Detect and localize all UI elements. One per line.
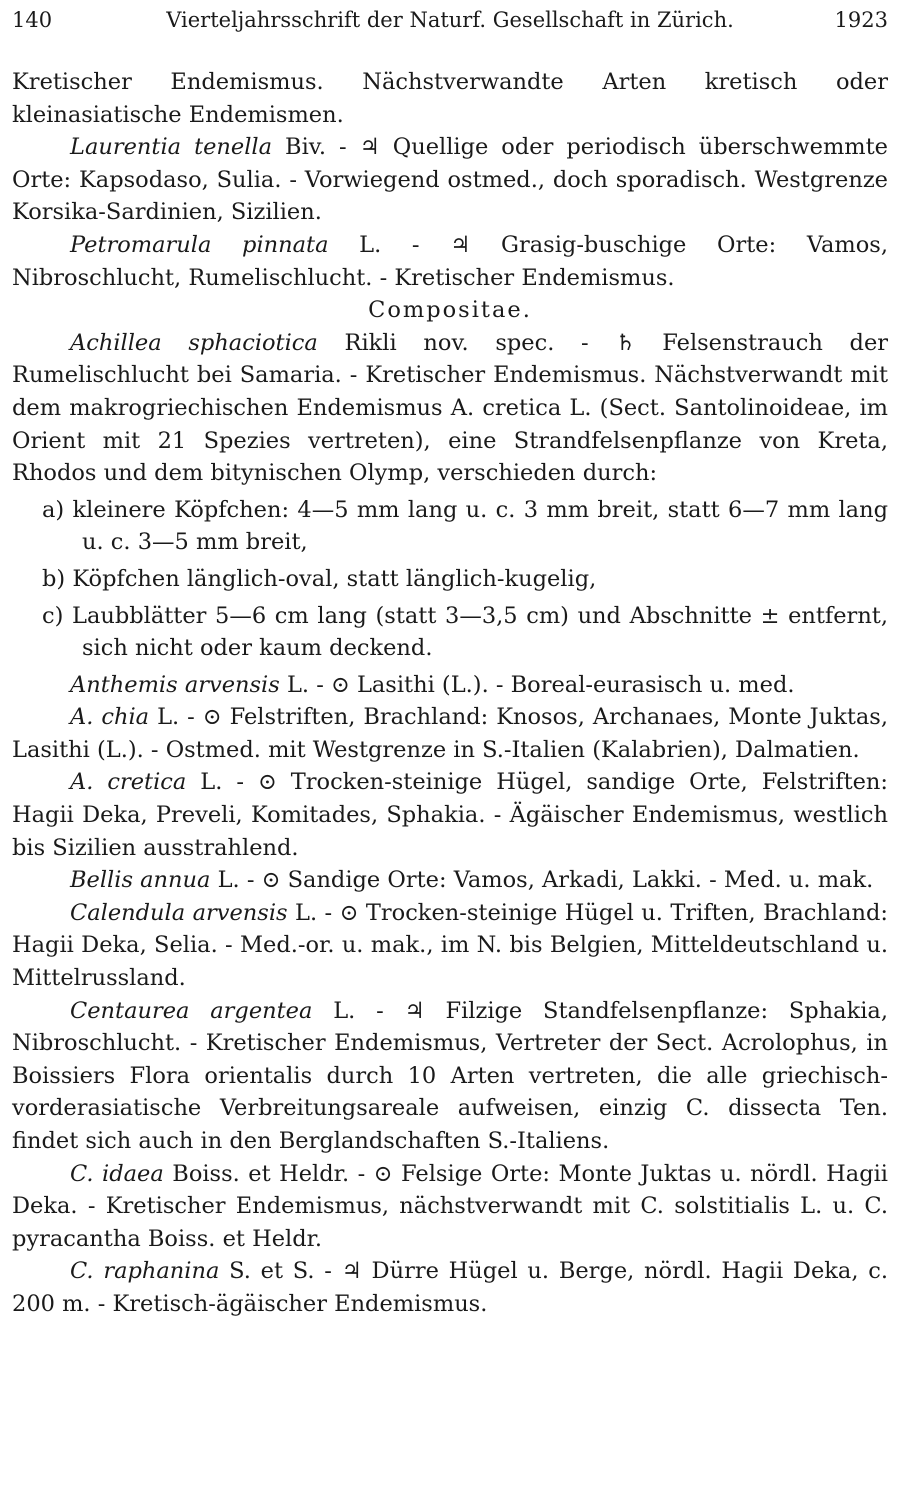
species-text: Rikli nov. spec. - ♄ Felsenstrauch der Rumelischlucht bei Samaria. - Kretischer Endemismus. Nächstverwandt mit dem makrogriechischen Endemismus A. cretica L. (Sect. Santolinoideae, im Orient mit 21 Spezies vertreten), eine Strandfelsenpflanze von Kreta, Rhodos und dem bitynischen Olymp, verschieden durch:	[12, 329, 889, 487]
species-name: Centaurea argentea	[70, 997, 313, 1024]
species-entry	[12, 1255, 888, 1320]
species-text: Biv. - ♃ Quellige oder periodisch überschwemmte Orte: Kapsodaso, Sulia. - Vorwiegend ostmed., doch sporadisch. Westgrenze Korsika-Sardinien, Sizilien.	[12, 134, 888, 226]
section-heading: Compositae.	[368, 297, 532, 324]
species-text: L. - ♃ Filzige Standfelsenpflanze: Sphakia, Nibroschlucht. - Kretischer Endemismus, Vertreter der Sect. Acrolophus, in Boissiers Flora orientalis durch 10 Arten vertreten, die alle griechisch-vorderasiatische Verbreitungsareale aufweisen, einzig C. dissecta Ten. findet sich auch in den Berglandschaften S.-Italiens.	[12, 997, 888, 1154]
species-entry	[12, 995, 888, 1158]
species-text: L. - ♃ Grasig-buschige Orte: Vamos, Nibroschlucht, Rumelischlucht. - Kretischer Endemismus.	[12, 231, 889, 291]
list-item: c) Laubblätter 5—6 cm lang (statt 3—3,5 cm) und Abschnitte ± entfernt, sich nicht oder kaum deckend.	[42, 602, 888, 662]
species-name: C. idaea	[70, 1160, 164, 1187]
species-name: Laurentia tenella	[70, 134, 273, 161]
species-entry	[12, 327, 888, 490]
page-body	[12, 66, 888, 1321]
species-name: Bellis annua	[70, 867, 211, 894]
species-name: A. cretica	[70, 769, 187, 796]
species-entry	[12, 1158, 888, 1256]
species-entry	[12, 864, 888, 897]
species-name: Petromarula pinnata	[70, 231, 329, 258]
species-name: Calendula arvensis	[70, 899, 288, 926]
page-number: 140	[12, 8, 53, 32]
species-name: C. raphanina	[70, 1258, 220, 1285]
species-entry	[12, 897, 888, 995]
year: 1923	[834, 8, 888, 32]
species-text: S. et S. - ♃ Dürre Hügel u. Berge, nördl. Hagii Deka, c. 200 m. - Kretisch-ägäischer Endemismus.	[12, 1258, 888, 1317]
journal-title: Vierteljahrsschrift der Naturf. Gesellschaft in Zürich.	[166, 8, 734, 32]
list-item: a) kleinere Köpfchen: 4—5 mm lang u. c. 3 mm breit, statt 6—7 mm lang u. c. 3—5 mm breit,	[42, 496, 888, 556]
list-item: b) Köpfchen länglich-oval, statt länglich-kugelig,	[42, 565, 597, 592]
species-entry	[12, 766, 888, 864]
running-header	[12, 6, 888, 34]
species-name: A. chia	[70, 704, 150, 731]
species-text: L. - ⊙ Trocken-steinige Hügel u. Triften, Brachland: Hagii Deka, Selia. - Med.-or. u. mak., im N. bis Belgien, Mitteldeutschland u. Mittelrussland.	[12, 899, 888, 992]
species-text: L. - ⊙ Lasithi (L.). - Boreal-eurasisch u. med.	[279, 671, 795, 698]
species-entry	[12, 701, 888, 766]
species-text: Boiss. et Heldr. - ⊙ Felsige Orte: Monte Juktas u. nördl. Hagii Deka. - Kretischer Endemismus, nächstverwandt mit C. solstitialis L. u. C. pyracantha Boiss. et Heldr.	[12, 1160, 888, 1252]
species-name: Anthemis arvensis	[70, 671, 280, 698]
species-entry	[12, 669, 888, 702]
species-entry	[12, 229, 888, 294]
species-text: L. - ⊙ Sandige Orte: Vamos, Arkadi, Lakki. - Med. u. mak.	[210, 867, 874, 894]
paragraph: Kretischer Endemismus. Nächstverwandte Arten kretisch oder kleinasiatische Endemismen.	[12, 69, 888, 128]
species-name: Achillea sphaciotica	[70, 329, 318, 356]
species-text: L. - ⊙ Felstriften, Brachland: Knosos, Archanaes, Monte Juktas, Lasithi (L.). - Ostmed. mit Westgrenze in S.-Italien (Kalabrien), Dalmatien.	[12, 704, 888, 763]
species-entry	[12, 131, 888, 229]
species-text: L. - ⊙ Trocken-steinige Hügel, sandige Orte, Felstriften: Hagii Deka, Preveli, Komitades, Sphakia. - Ägäischer Endemismus, westlich bis Sizilien ausstrahlend.	[12, 769, 888, 861]
